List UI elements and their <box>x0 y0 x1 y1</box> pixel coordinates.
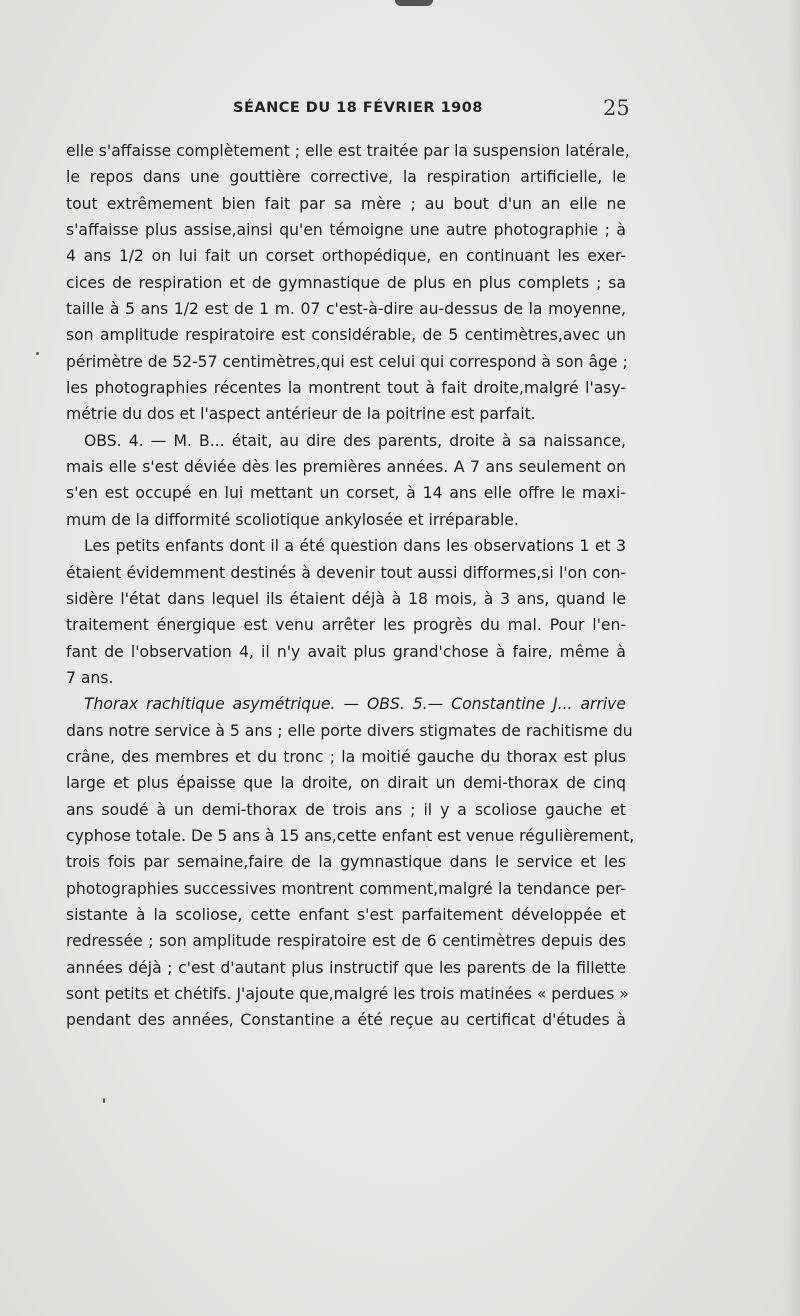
text-line: le repos dans une gouttière corrective, la respiration artificielle, le <box>66 168 626 187</box>
text-line: sistante à la scoliose, cette enfant s'est parfaitement développée et <box>66 905 626 924</box>
text-line: taille à 5 ans 1/2 est de 1 m. 07 c'est-à-dire au-dessus de la moyenne, <box>66 300 626 319</box>
text-line: pendant des années, Constantine a été reçue au certificat d'études à <box>66 1011 626 1030</box>
paper-speck <box>103 1098 105 1103</box>
text-line: étaient évidemment destinés à devenir tout aussi difformes,si l'on con- <box>66 563 626 582</box>
text-line: sont petits et chétifs. J'ajoute que,malgré les trois matinées « perdues » <box>66 985 629 1003</box>
text-line: s'affaisse plus assise,ainsi qu'en témoigne une autre photographie ; à <box>66 221 626 240</box>
running-title: SÉANCE DU 18 FÉVRIER 1908 <box>233 100 483 116</box>
text-line: s'en est occupé en lui mettant un corset, à 14 ans elle offre le maxi- <box>66 484 626 503</box>
text-line: photographies successives montrent comment,malgré la tendance per- <box>66 879 626 898</box>
text-line: dans notre service à 5 ans ; elle porte divers stigmates de rachitisme du <box>66 721 633 740</box>
text-line: mais elle s'est déviée dès les premières années. A 7 ans seulement on <box>66 458 626 477</box>
text-line: métrie du dos et l'aspect antérieur de la poitrine est parfait. <box>66 405 536 424</box>
text-line: cices de respiration et de gymnastique de plus en plus complets ; sa <box>66 273 626 292</box>
text-line: Thorax rachitique asymétrique. — OBS. 5.— Constantine J... arrive <box>84 695 626 714</box>
paper-speck <box>36 352 39 355</box>
text-line: périmètre de 52-57 centimètres,qui est celui qui correspond à son âge ; <box>66 352 628 371</box>
text-line: son amplitude respiratoire est considérable, de 5 centimètres,avec un <box>66 326 626 345</box>
text-line: 7 ans. <box>66 668 114 687</box>
text-line: large et plus épaisse que la droite, on dirait un demi-thorax de cinq <box>66 774 626 793</box>
text-line: Les petits enfants dont il a été question dans les observations 1 et 3 <box>84 537 626 556</box>
text-line: crâne, des membres et du tronc ; la moitié gauche du thorax est plus <box>66 747 626 766</box>
text-line: années déjà ; c'est d'autant plus instructif que les parents de la fillette <box>66 958 626 977</box>
text-line: OBS. 4. — M. B... était, au dire des parents, droite à sa naissance, <box>84 431 626 450</box>
text-line: sidère l'état dans lequel ils étaient déjà à 18 mois, à 3 ans, quand le <box>66 589 626 608</box>
text-line: ans soudé à un demi-thorax de trois ans ; il y a scoliose gauche et <box>66 800 626 819</box>
text-line: cyphose totale. De 5 ans à 15 ans,cette enfant est venue régulièrement, <box>66 826 635 845</box>
text-line: mum de la difformité scoliotique ankylosée et irréparable. <box>66 510 519 529</box>
text-line: traitement énergique est venu arrêter les progrès du mal. Pour l'en- <box>66 616 626 635</box>
text-line: redressée ; son amplitude respiratoire est de 6 centimètres depuis des <box>66 932 626 951</box>
page-edge-shadow <box>786 0 800 1316</box>
text-line: fant de l'observation 4, il n'y avait plus grand'chose à faire, même à <box>66 642 626 661</box>
body-text <box>66 138 635 1034</box>
page-header <box>0 96 800 126</box>
text-line: les photographies récentes la montrent tout à fait droite,malgré l'asy- <box>66 379 626 398</box>
page-number: 25 <box>603 96 630 120</box>
text-line: tout extrêmement bien fait par sa mère ; au bout d'un an elle ne <box>66 194 626 213</box>
ink-smudge <box>395 0 433 6</box>
text-line: 4 ans 1/2 on lui fait un corset orthopédique, en continuant les exer- <box>66 247 626 266</box>
text-line: elle s'affaisse complètement ; elle est traitée par la suspension latérale, <box>66 142 630 160</box>
text-line: trois fois par semaine,faire de la gymnastique dans le service et les <box>66 853 626 872</box>
